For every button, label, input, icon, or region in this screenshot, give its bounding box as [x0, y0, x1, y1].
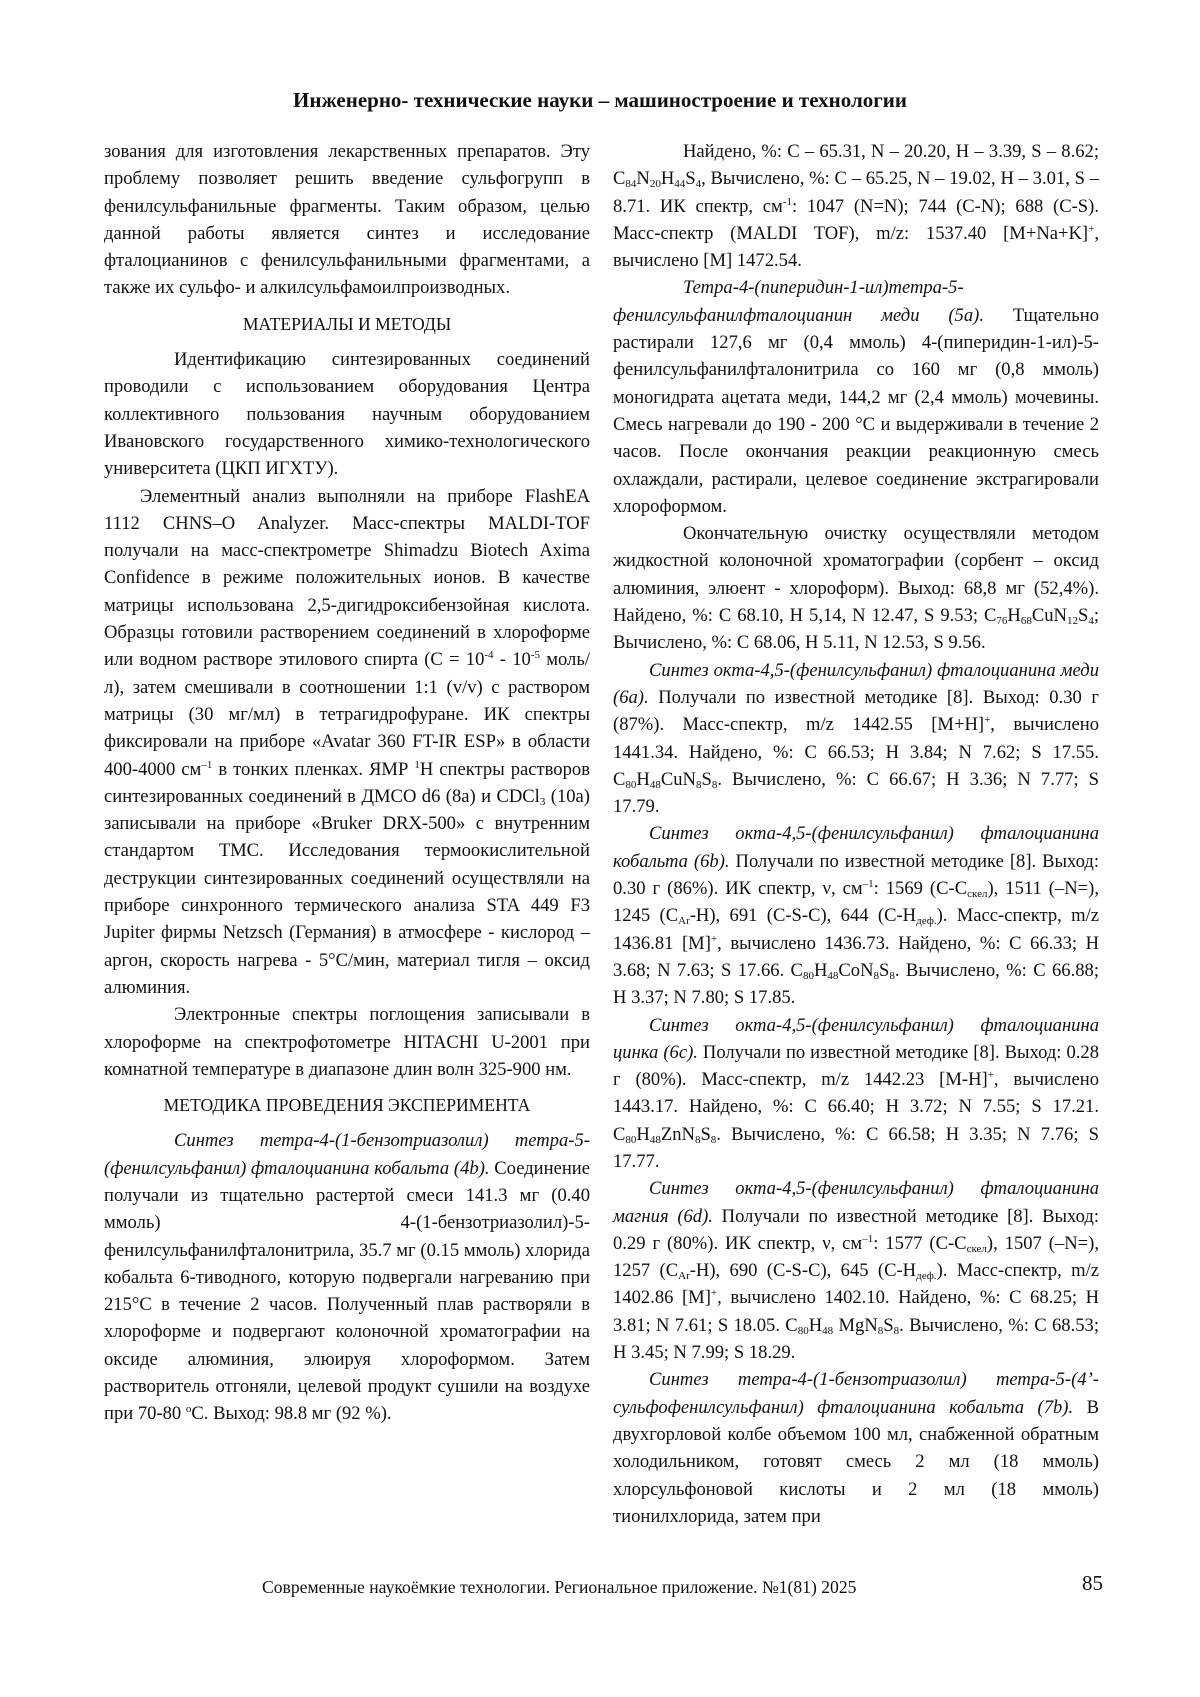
paragraph-synthesis-6a: Синтез окта-4,5-(фенилсульфанил) фталоцианина меди (6a). Получали по известной методике [8]. Выход: 0.30 г (87%). Масс-спектр, m/z 1442.55 [M+H]+, вычислено 1441.34. Найдено, %: C 66.53; H 3.84; N 7.62; S 17.55. $C_{80}H_{48}CuN_8S_8$. Вычислено, %: C 66.67; H 3.36; N 7.77; S 17.79. [613, 659, 1099, 818]
paragraph-electronic-spectra: Электронные спектры поглощения записывали в хлороформе на спектрофотометре HITACHI U-2001 при комнатной температуре в диапазоне длин волн 325-900 нм. [104, 1004, 590, 1080]
page-number: 85 [1082, 1571, 1103, 1595]
paragraph-synthesis-7b: Синтез тетра-4-(1-бензотриазолил) тетра-5-(4’-сульфофенилсульфанил) фталоцианина кобальта (7b). В двухгорловой колбе объемом 100 мл, снабженной обратным холодильником, готовят смесь 2 мл (18 ммоль) хлорсульфоновой кислоты и 2 мл (18 ммоль) тионилхлорида, затем при [613, 1369, 1099, 1527]
paragraph-synthesis-6c: Синтез окта-4,5-(фенилсульфанил) фталоцианина цинка (6c). Получали по известной методике [8]. Выход: 0.28 г (80%). Масс-спектр, m/z 1442.23 [M-H]+, вычислено 1443.17. Найдено, %: C 66.40; H 3.72; N 7.55; S 17.21. $C_{80}H_{48}ZnN_8S_8$. Вычислено, %: C 66.58; H 3.35; N 7.76; S 17.77. [613, 1014, 1099, 1172]
paragraph-synthesis-6d: Синтез окта-4,5-(фенилсульфанил) фталоцианина магния (6d). Получали по известной методике [8]. Выход: 0.29 г (80%). ИК спектр, ν, $см^{-1}$: 1577 $(C-C_{скел})$, 1507 (–N=), 1257 $(C_{Ar}-H)$, 690 (C-S-C), 645 $(C-H_{деф.})$. Масс-спектр, m/z 1402.86 [M]+, вычислено 1402.10. Найдено, %: C 68.25; H 3.81; N 7.61; S 18.05. $C_{80}H_{48}$ $MgN_8S_8$. Вычислено, %: C 68.53; H 3.45; N 7.99; S 18.29. [613, 1178, 1100, 1364]
paragraph-synthesis-6b: Синтез окта-4,5-(фенилсульфанил) фталоцианина кобальта (6b). Получали по известной методике [8]. Выход: 0.30 г (86%). ИК спектр, ν, $см^{-1}$: 1569 $(C-C_{скел})$, 1511 (–N=), 1245 $(C_{Ar}-H)$, 691 (C-S-C), 644 $(C-H_{деф.})$. Масс-спектр, m/z 1436.81 [M]+, вычислено 1436.73. Найдено, %: C 66.33; H 3.68; N 7.63; S 17.66. $C_{80}H_{48}CoN_8S_8$. Вычислено, %: C 66.88; H 3.37; N 7.80; S 17.85. [613, 823, 1100, 1009]
paragraph-purification-5a: Окончательную очистку осуществляли методом жидкостной колоночной хроматографии (сорбент – оксид алюминия, элюент - хлороформ). Выход: 68,8 мг (52,4%). Найдено, %: С 68.10, H 5,14, N 12.47, S 9.53; $C_{76}H_{68}CuN_{12}S_4$; Вычислено, %: С 68.06, H 5.11, N 12.53, S 9.56. [613, 523, 1099, 654]
paragraph-synthesis-4b: Синтез тетра-4-(1-бензотриазолил) тетра-5-(фенилсульфанил) фталоцианина кобальта (4b). Соединение получали из тщательно растертой смеси 141.3 мг (0.40 ммоль) 4-(1-бензотриазолил)-5-фенилсульфанилфталонитрила, 35.7 мг (0.15 ммоль) хлорида кобальта 6-тиводного, которую подвергали нагреванию при 215°С в течение 2 часов. Полученный плав растворяли в хлороформе и подвергают колоночной хроматографии на оксиде алюминия, элюируя хлороформом. Затем растворитель отгоняли, целевой продукт сушили на воздухе при 70-80 $^о$С. Выход: 98.8 мг (92 %). [104, 1130, 590, 1425]
paragraph-elemental-analysis: Элементный анализ выполняли на приборе FlashEA 1112 CHNS–O Analyzer. Масс-спектры MALDI-TOF получали на масс-спектрометре Shimadzu Biotech Axima Confidence в режиме положительных ионов. В качестве матрицы использована 2,5-дигидроксибензойная кислота. Образцы готовили растворением соединений в хлороформе или водном растворе этилового спирта ($С = 10^{-4} - 10^{-5}$ моль/л), затем смешивали в соотношении 1:1 (v/v) с раствором матрицы (30 мг/мл) в тетрагидрофуране. ИК спектры фиксировали на приборе «Avatar 360 FT-IR ESP» в области 400-4000 $см^{-1}$ в тонких пленках. ЯМР $^1$H спектры растворов синтезированных соединений в ДМСО d6 (8a) и CDCl$_3$ (10a) записывали на приборе «Bruker DRX-500» с внутренним стандартом ТМС. Исследования термоокислительной деструкции синтезированных соединений осуществляли на приборе синхронного термического анализа STA 449 F3 Jupiter фирмы Netzsch (Германия) в атмосфере - кислород – аргон, скорость нагрева - 5°С/мин, материал тигля – оксид алюминия. [104, 485, 590, 998]
journal-footer: Современные наукоёмкие технологии. Региональное приложение. №1(81) 2025 [262, 1577, 857, 1597]
paragraph-found-4b: Найдено, %: С – 65.31, N – 20.20, H – 3.39, S – 8.62; $C_{84}N_{20}H_{44}S_4$, Вычислено, %: С – 65.25, N – 19.02, H – 3.01, S – 8.71. ИК спектр, $см^{-1}$: 1047 (N=N); 744 (C-N); 688 (C-S). Масс-спектр (MALDI TOF), m/z: 1537.40 [M+Na+K]+, вычислено [M] 1472.54. [613, 141, 1099, 272]
right-column [613, 138, 1099, 1530]
paragraph-synthesis-5a: Тетра-4-(пиперидин-1-ил)тетра-5-фенилсульфанилфталоцианин меди (5a). Тщательно растирали 127,6 мг (0,4 ммоль) 4-(пиперидин-1-ил)-5-фенилсульфанилфталонитрила со 160 мг (0,8 ммоль) моногидрата ацетата меди, 144,2 мг (2,4 ммоль) мочевины. Смесь нагревали до 190 - 200 °С и выдерживали в течение 2 часов. После окончания реакции реакционную смесь охлаждали, растирали, целевое соединение экстрагировали хлороформом. [613, 277, 1099, 517]
section-heading-experiment: МЕТОДИКА ПРОВЕДЕНИЯ ЭКСПЕРИМЕНТА [163, 1095, 531, 1116]
paragraph-intro: зования для изготовления лекарственных препаратов. Эту проблему позволяет решить введение сульфогрупп в фенилсульфанильные фрагменты. Таким образом, целью данной работы является синтез и исследование фталоцианинов с фенилсульфанильными фрагментами, а также их сульфо- и алкилсульфамоилпроизводных. [104, 141, 590, 299]
journal-header: Инженерно- технические науки – машиностроение и технологии [293, 88, 907, 112]
section-heading-materials: МАТЕРИАЛЫ И МЕТОДЫ [242, 313, 452, 334]
left-column [104, 138, 590, 1428]
paragraph-identification: Идентификацию синтезированных соединений проводили с использованием оборудования Центра коллективного пользования научным оборудованием Ивановского государственного химико-технологического университета (ЦКП ИГХТУ). [104, 349, 590, 480]
